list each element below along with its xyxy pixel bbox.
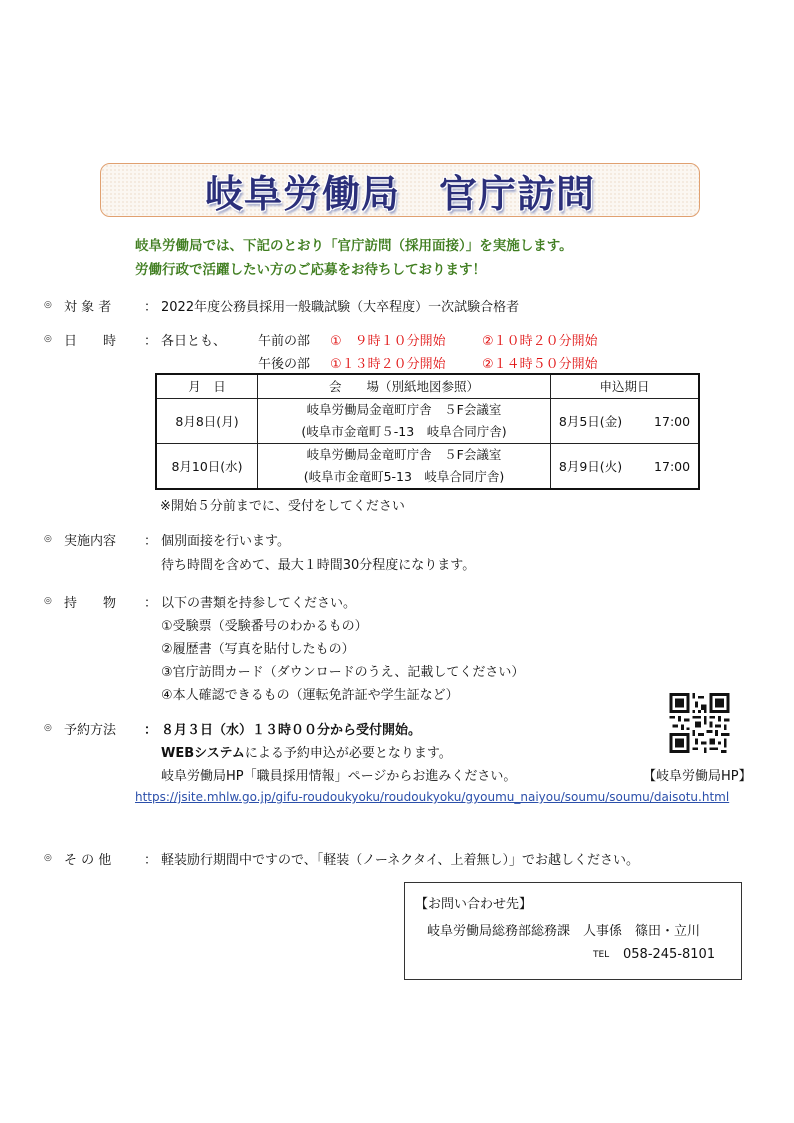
intro-line-2: 労働行政で活躍したい方のご応募をお待ちしております！: [135, 262, 486, 278]
other-value: 軽装励行期間中ですので、「軽装（ノーネクタイ、上着無し）」でお越しください。: [161, 853, 640, 868]
afternoon-slot-1: ①１３時２０分開始: [330, 357, 446, 372]
venue-name: 岐阜労働局金竜町庁舎 ５F会議室: [306, 446, 502, 462]
items-label: 持 物: [64, 596, 117, 611]
bullet-mark: ◎: [44, 334, 52, 344]
row-deadline: [551, 443, 700, 489]
colon: ：: [144, 853, 158, 868]
header-deadline: 申込期日: [551, 374, 700, 398]
datetime-label: 日 時: [64, 334, 117, 349]
deadline-date: 8月9日(火): [558, 458, 623, 474]
venue-address: (岐阜市金竜町５-13 岐阜合同庁舎): [301, 423, 507, 439]
tel-label: TEL: [593, 950, 610, 960]
colon: ：: [144, 534, 158, 549]
target-label: 対 象 者: [64, 300, 112, 315]
header-date: 月 日: [156, 374, 258, 398]
intro-line-1: 岐阜労働局では、下記のとおり「官庁訪問（採用面接）」を実施します。: [135, 238, 573, 254]
bullet-mark: ◎: [44, 534, 52, 544]
reservation-line-3: 岐阜労働局HP「職員採用情報」ページからお進みください。: [161, 769, 517, 784]
bullet-mark: ◎: [44, 300, 52, 310]
table-row: [156, 398, 699, 443]
row-venue: [258, 443, 551, 489]
morning-slot-2: ②１０時２０分開始: [482, 334, 598, 349]
colon: ：: [144, 334, 158, 349]
deadline-date: 8月5日(金): [558, 413, 623, 429]
content-label: 実施内容: [64, 534, 117, 549]
schedule-note: ※開始５分前までに、受付をしてください: [160, 499, 405, 514]
reservation-line-2-rest: による予約申込が必要となります。: [244, 746, 452, 761]
header-venue: 会 場（別紙地図参照）: [258, 374, 551, 398]
list-item: ②履歴書（写真を貼付したもの）: [161, 642, 355, 657]
contact-phone: 058-245-8101: [623, 947, 716, 962]
morning-slot-1: ① ９時１０分開始: [330, 334, 446, 349]
reservation-label: 予約方法: [64, 723, 117, 738]
contact-department: 岐阜労働局総務部総務課 人事係 篠田・立川: [427, 924, 701, 939]
qr-caption: 【岐阜労働局HP】: [643, 769, 752, 784]
contact-heading: 【お問い合わせ先】: [415, 897, 533, 912]
colon: ：: [144, 596, 158, 611]
afternoon-label: 午後の部: [258, 357, 311, 372]
venue-address: (岐阜市金竜町5-13 岐阜合同庁舎): [303, 468, 505, 484]
afternoon-slot-2: ②１４時５０分開始: [482, 357, 598, 372]
title-banner: [100, 163, 700, 217]
reservation-start: ８月３日（水）１３時００分から受付開始。: [161, 723, 422, 738]
target-value: 2022年度公務員採用一般職試験（大卒程度）一次試験合格者: [161, 300, 520, 315]
table-header-row: [156, 374, 699, 398]
content-line-1: 個別面接を行います。: [161, 534, 290, 549]
bullet-mark: ◎: [44, 596, 52, 606]
colon: ：: [144, 300, 158, 315]
qr-code-image[interactable]: [667, 693, 732, 753]
row-date: 8月8日(月): [156, 398, 258, 443]
items-intro: 以下の書類を持参してください。: [161, 596, 357, 611]
list-item: ①受験票（受験番号のわかるもの）: [161, 619, 368, 634]
deadline-time: 17:00: [654, 458, 691, 474]
list-item: ④本人確認できるもの（運転免許証や学生証など）: [161, 688, 459, 703]
contact-box: [404, 882, 742, 980]
reservation-line-2: [161, 742, 452, 761]
morning-label: 午前の部: [258, 334, 311, 349]
row-deadline: [551, 398, 700, 443]
schedule-table: [155, 373, 700, 490]
row-date: 8月10日(水): [156, 443, 258, 489]
venue-name: 岐阜労働局金竜町庁舎 ５F会議室: [306, 401, 502, 417]
web-system-text: WEBシステム: [161, 746, 245, 761]
table-row: [156, 443, 699, 489]
deadline-time: 17:00: [654, 413, 691, 429]
content-line-2: 待ち時間を含めて、最大１時間30分程度になります。: [161, 558, 476, 573]
bullet-mark: ◎: [44, 723, 52, 733]
colon: ：: [144, 723, 158, 738]
list-item: ③官庁訪問カード（ダウンロードのうえ、記載してください）: [161, 665, 525, 680]
row-venue: [258, 398, 551, 443]
bullet-mark: ◎: [44, 853, 52, 863]
recruit-page-link[interactable]: https://jsite.mhlw.go.jp/gifu-roudoukyoku/roudoukyoku/gyoumu_naiyou/soumu/soumu/daisotu.html: [135, 790, 730, 804]
datetime-prefix: 各日とも、: [161, 334, 227, 349]
page-title: 岐阜労働局 官庁訪問: [204, 171, 595, 216]
other-label: そ の 他: [64, 853, 112, 868]
